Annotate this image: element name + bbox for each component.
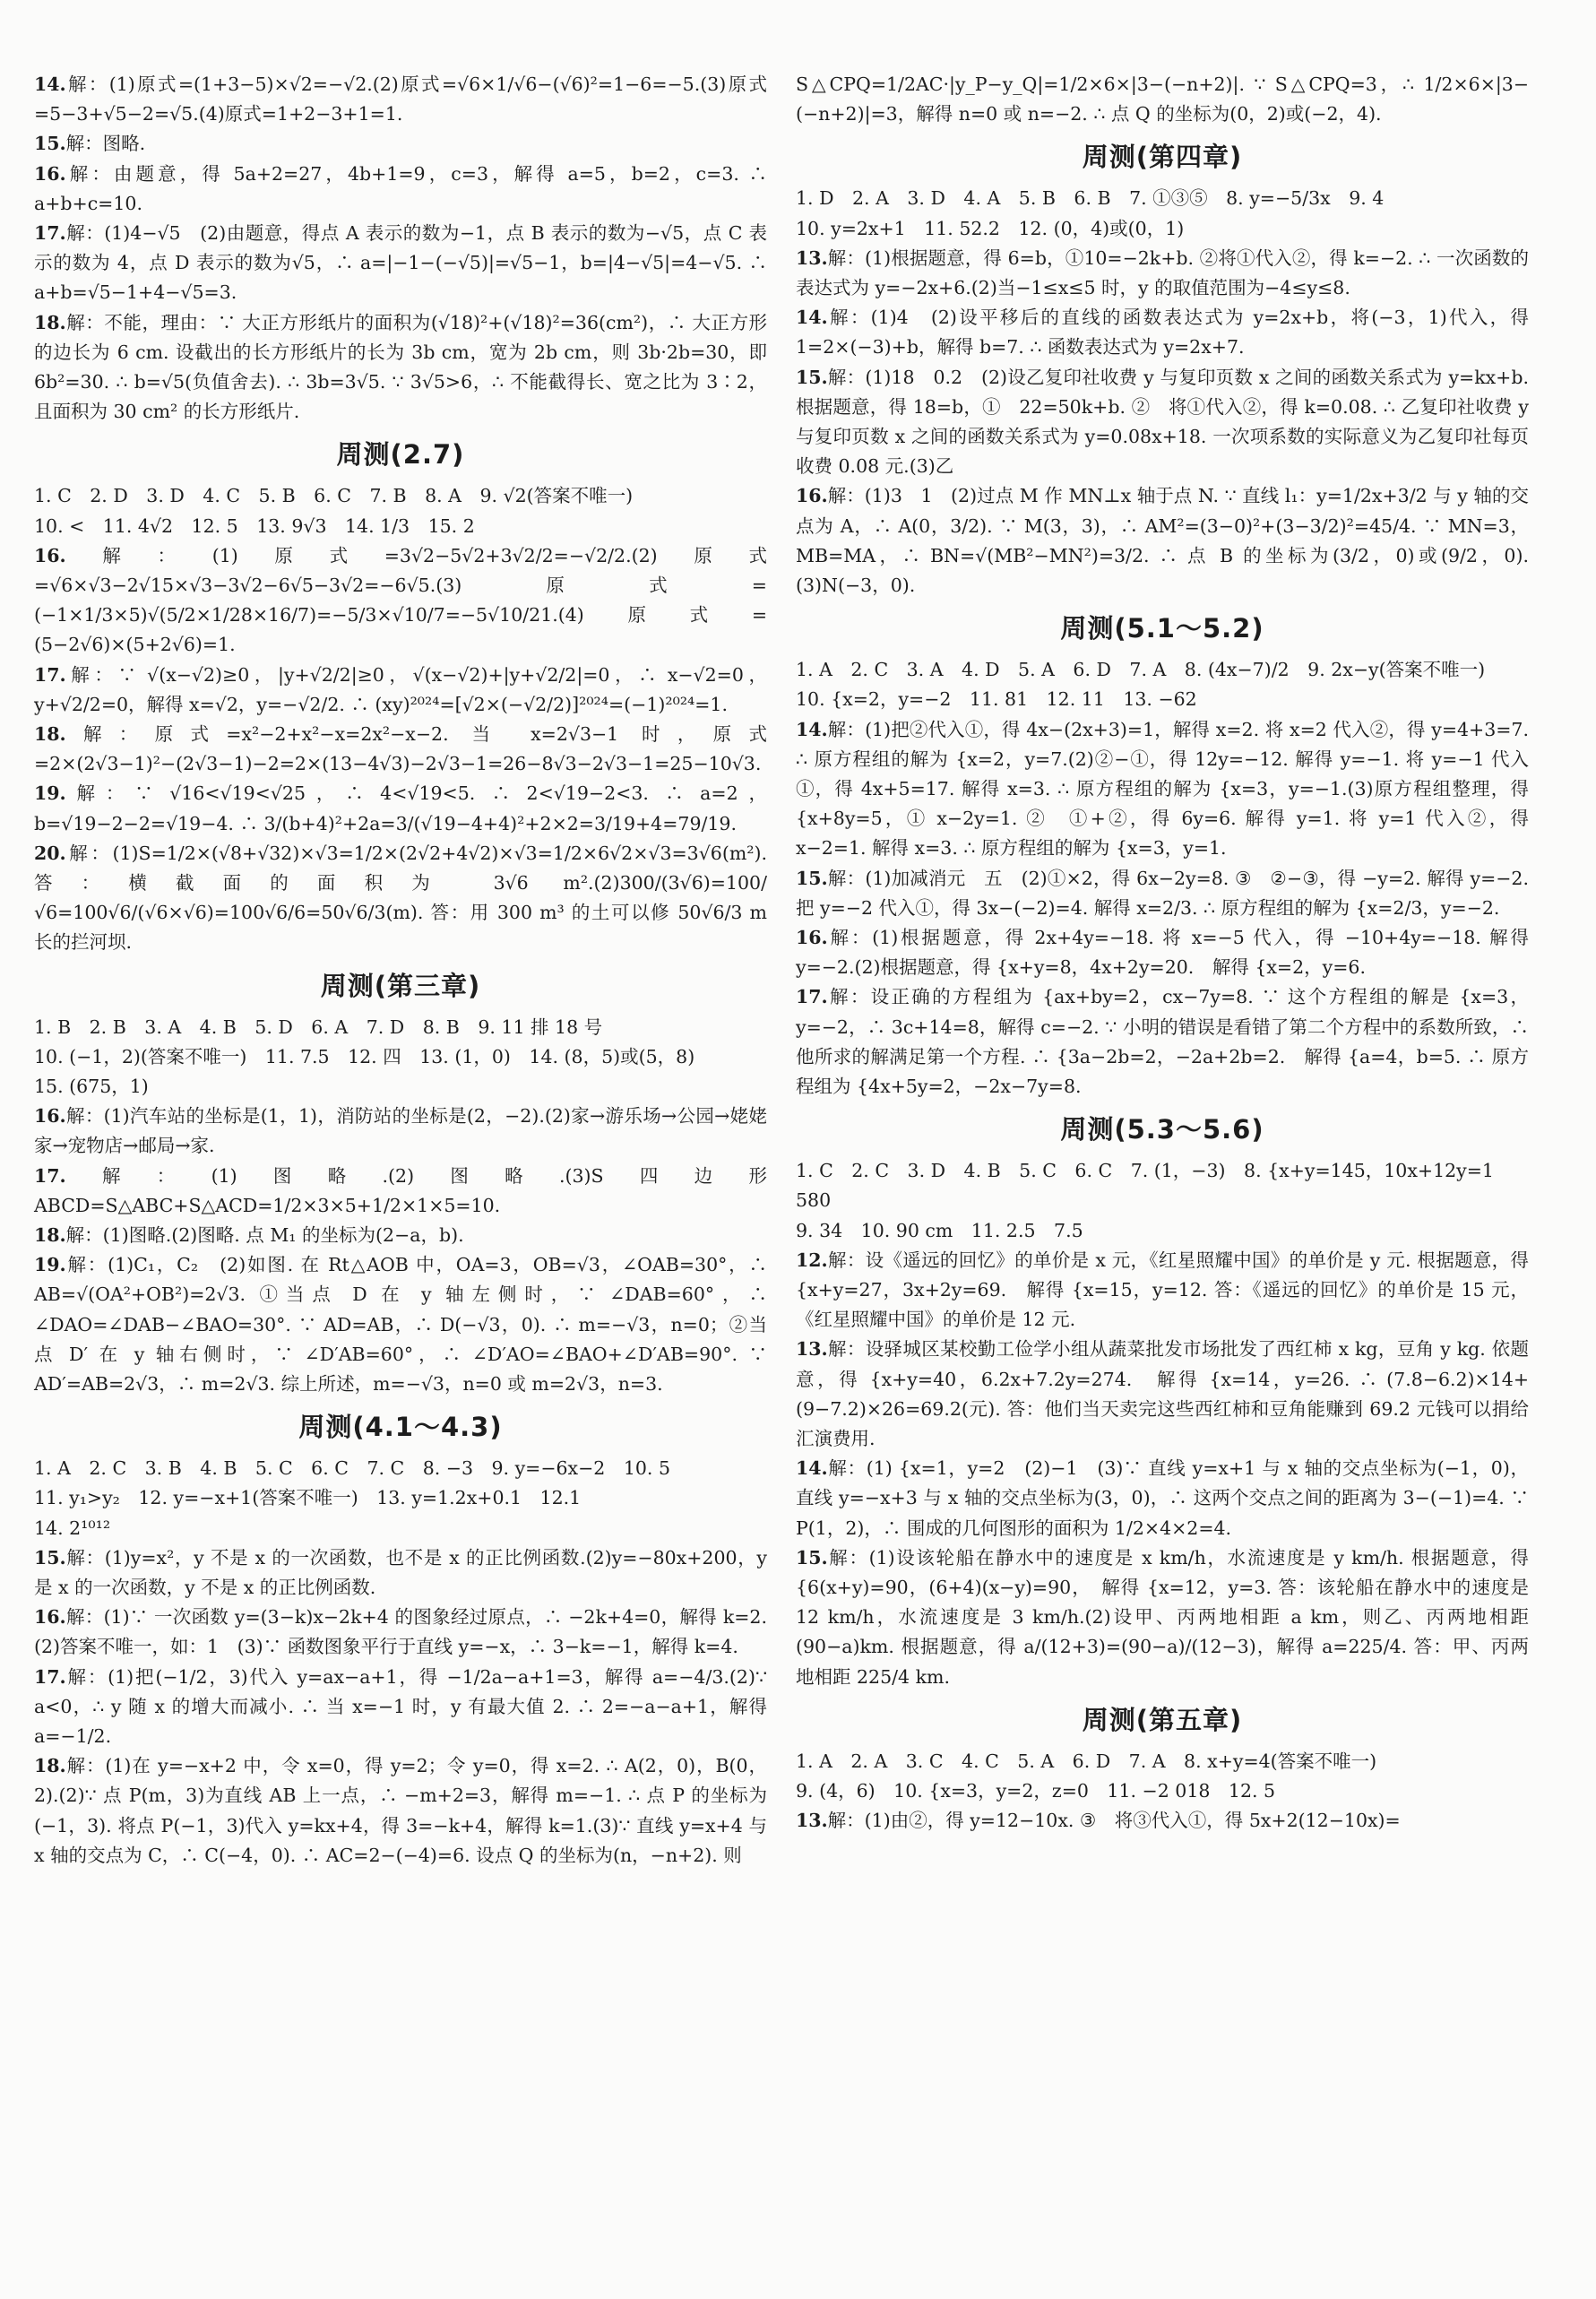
solution-item bbox=[34, 1162, 767, 1221]
solution-item bbox=[34, 779, 767, 838]
item-text: 解：(1)把(−1/2，3)代入 y=ax−a+1，得 −1/2a−a+1=3，解得 a=−4/3.(2)∵ a<0，∴ y 随 x 的增大而减小. ∴ 当 x=−1 时，y 有最大值 2. ∴ 2=−a−a+1，解得 a=−1/2. bbox=[34, 1665, 773, 1748]
item-text: 解：(1) {x=1，y=2 (2)−1 (3)∵ 直线 y=x+1 与 x 轴的交点坐标为(−1，0)，直线 y=−x+3 与 x 轴的交点坐标为(3，0)，∴ 这两个交点之间的距离为 3−(−1)=4. ∵ P(1，2)，∴ 围成的几何图形的面积为 1/2×4×2=4. bbox=[796, 1457, 1535, 1539]
solution-item bbox=[34, 1663, 773, 1752]
solution-item bbox=[796, 303, 1535, 362]
item-number: 12. bbox=[796, 1249, 828, 1271]
item-text: 解：(1)根据题意，得 6=b，①10=−2k+b. ②将①代入②，得 k=−2. ∴ 一次函数的表达式为 y=−2x+6.(2)当−1≤x≤5 时，y 的取值范围为−4≤y≤8. bbox=[796, 246, 1529, 298]
answer-line: 1. B 2. B 3. A 4. B 5. D 6. A 7. D 8. B 9. 11 排 18 号 bbox=[34, 1016, 603, 1038]
solution-item bbox=[34, 160, 773, 219]
solution-item bbox=[34, 1751, 773, 1871]
section-title: 周测(第五章) bbox=[1082, 1704, 1243, 1735]
solution-item bbox=[34, 1250, 773, 1399]
item-number: 16. bbox=[34, 1606, 66, 1629]
solution-item bbox=[796, 1806, 1529, 1836]
item-number: 13. bbox=[796, 1810, 828, 1832]
item-text: 解：图略. bbox=[65, 133, 146, 155]
item-number: 18. bbox=[34, 311, 66, 333]
solution-item bbox=[796, 715, 1535, 864]
item-text: 解：(1)把②代入①，得 4x−(2x+3)=1，解得 x=2. 将 x=2 代入②，得 y=4+3=7. ∴ 原方程组的解为 {x=2，y=7.(2)②−①，得 12y=−12. 解得 y=−1. 将 y=−1 代入①，得 4x+5=17. 解得 x=3. ∴ 原方程组的解为 {x=3，y=−1.(3)原方程组整理，得 {x+8y=5，① x−2y=1. ② ①+②，得 6y=6. 解得 y=1. 将 y=1 代入②，得 x−2=1. 解得 x=3. ∴ 原方程组的解为 {x=3，y=1. bbox=[796, 718, 1535, 860]
item-number: 17. bbox=[34, 1164, 66, 1187]
solution-item bbox=[796, 363, 1535, 482]
solution-item bbox=[796, 982, 1535, 1102]
item-text: 解：不能，理由：∵ 大正方形纸片的面积为(√18)²+(√18)²=36(cm²)，∴ 大正方形的边长为 6 cm. 设截出的长方形纸片的长为 3b cm，宽为 2b cm，则 3b·2b=30，即 6b²=30. ∴ b=√5(负值舍去). ∴ 3b=3√5. ∵ 3√5>6，∴ 不能截得长、宽之比为 3∶2，且面积为 30 cm² 的长方形纸片. bbox=[34, 311, 773, 423]
section-title: 周测(2.7) bbox=[336, 439, 465, 471]
item-number: 17. bbox=[796, 986, 828, 1008]
item-number: 19. bbox=[34, 1254, 66, 1276]
answer-line: 1. A 2. A 3. C 4. C 5. A 6. D 7. A 8. x+y=4(答案不唯一) bbox=[796, 1750, 1377, 1772]
item-text: 解：(1)18 0.2 (2)设乙复印社收费 y 与复印页数 x 之间的函数关系式为 y=kx+b. 根据题意，得 18=b，① 22=50k+b. ② 将①代入②，得 k=0.08. ∴ 乙复印社收费 y 与复印页数 x 之间的函数关系式为 y=0.08x+18. 一次项系数的实际意义为乙复印社每页收费 0.08 元.(3)乙 bbox=[796, 366, 1535, 478]
answer-line: 1. D 2. A 3. D 4. A 5. B 6. B 7. ①③⑤ 8. y=−5/3x 9. 4 bbox=[796, 187, 1385, 210]
item-text: 解：(1)∵ 一次函数 y=(3−k)x−2k+4 的图象经过原点，∴ −2k+4=0，解得 k=2.(2)答案不唯一，如：1 (3)∵ 函数图象平行于直线 y=−x，∴ 3−k=−1，解得 k=4. bbox=[34, 1606, 767, 1658]
solution-item bbox=[796, 1246, 1535, 1335]
left-column bbox=[34, 70, 773, 1871]
solution-item bbox=[34, 129, 767, 159]
item-number: 13. bbox=[796, 246, 828, 269]
item-text: 解：设《遥远的回忆》的单价是 x 元，《红星照耀中国》的单价是 y 元. 根据题意，得 {x+y=27，3x+2y=69. 解得 {x=15，y=12. 答：《遥远的回忆》的单价是 15 元，《红星照耀中国》的单价是 12 元. bbox=[796, 1249, 1535, 1331]
item-text: 解：(1)在 y=−x+2 中，令 x=0，得 y=2；令 y=0，得 x=2. ∴ A(2，0)，B(0，2).(2)∵ 点 P(m，3)为直线 AB 上一点，∴ −m+2=3，解得 m=−1. ∴ 点 P 的坐标为(−1，3). 将点 P(−1，3)代入 y=kx+4，得 3=−k+4，解得 k=1.(3)∵ 直线 y=x+4 与 x 轴的交点为 C，∴ C(−4，0). ∴ AC=2−(−4)=6. 设点 Q 的坐标为(n，−n+2). 则 bbox=[34, 1755, 773, 1866]
item-number: 15. bbox=[796, 867, 828, 889]
item-text: 解：(1)原式=3√2−5√2+3√2/2=−√2/2.(2)原式=√6×√3−2√15×√3−3√2−6√5−3√2=−6√5.(3)原式=(−1×1/3×5)√(5/2×1/28×16/7)=−5/3×√10/7=−5√10/21.(4)原式=(5−2√6)×(5+2√6)=1. bbox=[34, 544, 767, 656]
item-text: 解：∵ √(x−√2)≥0，|y+√2/2|≥0，√(x−√2)+|y+√2/2|=0，∴ x−√2=0，y+√2/2=0，解得 x=√2，y=−√2/2. ∴ (xy)²⁰²⁴=[√2×(−√2/2)]²⁰²⁴=(−1)²⁰²⁴=1. bbox=[34, 663, 767, 715]
item-number: 18. bbox=[34, 723, 66, 746]
solution-item bbox=[796, 864, 1535, 923]
solution-item bbox=[34, 661, 767, 720]
item-number: 14. bbox=[34, 73, 66, 95]
answer-line: 10. (−1，2)(答案不唯一) 11. 7.5 12. 四 13. (1，0) 14. (8，5)或(5，8) bbox=[34, 1045, 695, 1067]
item-text: 解：(1)原式=(1+3−5)×√2=−√2.(2)原式=√6×1/√6−(√6)²=1−6=−5.(3)原式=5−3+√5−2=√5.(4)原式=1+2−3+1=1. bbox=[34, 73, 767, 125]
item-text: 解：∵ √16<√19<√25，∴ 4<√19<5. ∴ 2<√19−2<3. ∴ a=2，b=√19−2−2=√19−4. ∴ 3/(b+4)²+2a=3/(√19−4+4)²+2×2=3/19+4=79/19. bbox=[34, 782, 767, 834]
answer-line: 1. A 2. C 3. A 4. D 5. A 6. D 7. A 8. (4x−7)/2 9. 2x−y(答案不唯一) 10. {x=2，y=−2 11. 81 12. 11 13. −62 bbox=[796, 659, 1504, 711]
solution-item bbox=[796, 70, 1529, 129]
solution-item bbox=[796, 1454, 1535, 1543]
item-number: 18. bbox=[34, 1224, 66, 1247]
item-number: 13. bbox=[796, 1338, 828, 1361]
answer-line: 15. (675，1) bbox=[34, 1076, 149, 1098]
solution-item bbox=[34, 1603, 767, 1662]
item-text: 解：(1)图略.(2)图略.(3)S四边形ABCD=S△ABC+S△ACD=1/2×3×5+1/2×1×5=10. bbox=[34, 1164, 767, 1216]
item-text: 解：(1)图略.(2)图略. 点 M₁ 的坐标为(2−a，b). bbox=[65, 1224, 464, 1247]
item-text: 解：(1)加减消元 五 (2)①×2，得 6x−2y=8. ③ ②−③，得 −y=2. 解得 y=−2. 把 y=−2 代入①，得 3x−(−2)=4. 解得 x=2/3. ∴ 原方程组的解为 {x=2/3，y=−2. bbox=[796, 867, 1535, 919]
answer-line: 9. 34 10. 90 cm 11. 2.5 7.5 bbox=[796, 1219, 1083, 1241]
answer-line: 9. (4，6) 10. {x=3，y=2，z=0 11. −2 018 12. 5 bbox=[796, 1780, 1276, 1802]
solution-item bbox=[34, 1221, 767, 1250]
answer-line: 10. < 11. 4√2 12. 5 13. 9√3 14. 1/3 15. 2 bbox=[34, 514, 475, 537]
solution-item bbox=[34, 308, 773, 428]
item-number: 16. bbox=[34, 1105, 66, 1128]
item-number: 17. bbox=[34, 222, 66, 245]
section-title: 周测(第四章) bbox=[1082, 142, 1243, 173]
item-number: 14. bbox=[796, 1457, 828, 1480]
item-number: 14. bbox=[796, 718, 828, 740]
solution-item bbox=[796, 923, 1535, 982]
item-number: 15. bbox=[34, 133, 66, 155]
item-number: 15. bbox=[34, 1546, 66, 1569]
item-number: 15. bbox=[796, 366, 828, 388]
item-text: S△CPQ=1/2AC·|y_P−y_Q|=1/2×6×|3−(−n+2)|. ∵ S△CPQ=3，∴ 1/2×6×|3−(−n+2)|=3，解得 n=0 或 n=−2. ∴ 点 Q 的坐标为(0，2)或(−2，4). bbox=[796, 73, 1529, 125]
solution-item bbox=[34, 541, 767, 661]
solution-item bbox=[34, 1102, 767, 1161]
answer-line: 14. 2¹⁰¹² bbox=[34, 1517, 111, 1539]
solution-item bbox=[34, 839, 773, 958]
section-title: 周测(第三章) bbox=[320, 970, 481, 1001]
item-text: 解：由题意，得 5a+2=27，4b+1=9，c=3，解得 a=5，b=2，c=3. ∴ a+b+c=10. bbox=[34, 162, 773, 214]
answer-line: 10. y=2x+1 11. 52.2 12. (0，4)或(0，1) bbox=[796, 217, 1185, 239]
item-number: 18. bbox=[34, 1755, 66, 1777]
item-number: 17. bbox=[34, 1665, 66, 1688]
item-text: 解：设驿城区某校勤工俭学小组从蔬菜批发市场批发了西红柿 x kg，豆角 y kg. 依题意，得 {x+y=40，6.2x+7.2y=274. 解得 {x=14，y=26. ∴ (7.8−6.2)×14+(9−7.2)×26=69.2(元). 答：他们当天卖完这些西红柿和豆角能赚到 69.2 元钱可以捐给汇演费用. bbox=[796, 1338, 1529, 1450]
item-text: 解：(1)设该轮船在静水中的速度是 x km/h，水流速度是 y km/h. 根据题意，得 {6(x+y)=90，(6+4)(x−y)=90， 解得 {x=12，y=3. 答：该轮船在静水中的速度是 12 km/h，水流速度是 3 km/h.(2)设甲、丙两地相距 a km，则乙、丙两地相距(90−a)km. 根据题意，得 a/(12+3)=(90−a)/(12−3)，解得 a=225/4. 答：甲、丙两地相距 225/4 km. bbox=[796, 1546, 1535, 1688]
section-title: 周测(5.3～5.6) bbox=[1060, 1114, 1264, 1145]
section-title: 周测(5.1～5.2) bbox=[1060, 613, 1264, 644]
right-column bbox=[796, 70, 1535, 1836]
item-text: 解：(1)4 (2)设平移后的直线的函数表达式为 y=2x+b，将(−3，1)代入，得 1=2×(−3)+b，解得 b=7. ∴ 函数表达式为 y=2x+7. bbox=[796, 307, 1535, 359]
answer-line: 1. A 2. C 3. B 4. B 5. C 6. C 7. C 8. −3 9. y=−6x−2 10. 5 bbox=[34, 1457, 670, 1480]
answer-line: 11. y₁>y₂ 12. y=−x+1(答案不唯一) 13. y=1.2x+0.1 12.1 bbox=[34, 1487, 582, 1509]
section-title: 周测(4.1～4.3) bbox=[298, 1412, 503, 1443]
item-text: 解：(1)由②，得 y=12−10x. ③ 将③代入①，得 5x+2(12−10x)= bbox=[827, 1810, 1401, 1832]
solution-item bbox=[34, 1543, 773, 1603]
item-number: 17. bbox=[34, 663, 66, 686]
item-text: 解：原式=x²−2+x²−x=2x²−x−2. 当 x=2√3−1 时，原式=2×(2√3−1)²−(2√3−1)−2=2×(13−4√3)−2√3−1=26−8√3−2√3−1=25−10√3. bbox=[34, 723, 767, 775]
item-text: 解：(1)根据题意，得 2x+4y=−18. 将 x=−5 代入，得 −10+4y=−18. 解得 y=−2.(2)根据题意，得 {x+y=8，4x+2y=20. 解得 {x=2，y=6. bbox=[796, 927, 1535, 979]
item-number: 16. bbox=[796, 927, 828, 949]
item-number: 16. bbox=[34, 162, 66, 185]
item-number: 16. bbox=[796, 485, 828, 507]
answer-line: 1. C 2. C 3. D 4. B 5. C 6. C 7. (1，−3) 8. {x+y=145，10x+12y=1 580 bbox=[796, 1160, 1500, 1212]
item-number: 14. bbox=[796, 307, 828, 329]
item-text: 解：(1)汽车站的坐标是(1，1)，消防站的坐标是(2，−2).(2)家→游乐场→公园→姥姥家→宠物店→邮局→家. bbox=[34, 1105, 767, 1157]
item-number: 16. bbox=[34, 544, 66, 566]
solution-item bbox=[796, 1543, 1535, 1692]
solution-item bbox=[34, 720, 767, 779]
solution-item bbox=[34, 219, 773, 308]
item-text: 解：(1)C₁，C₂ (2)如图. 在 Rt△AOB 中，OA=3，OB=√3，∠OAB=30°，∴ AB=√(OA²+OB²)=2√3. ①当点 D 在 y 轴左侧时，∵ ∠DAB=60°，∴ ∠DAO=∠DAB−∠BAO=30°. ∵ AD=AB，∴ D(−√3，0). ∴ m=−√3，n=0；②当点 D′ 在 y 轴右侧时，∵ ∠D′AB=60°，∴ ∠D′AO=∠BAO+∠D′AB=90°. ∵ AD′=AB=2√3，∴ m=2√3. 综上所述，m=−√3，n=0 或 m=2√3，n=3. bbox=[34, 1254, 773, 1396]
item-number: 15. bbox=[796, 1546, 828, 1569]
item-text: 解：(1)4−√5 (2)由题意，得点 A 表示的数为−1，点 B 表示的数为−√5，点 C 表示的数为 4，点 D 表示的数为√5，∴ a=|−1−(−√5)|=√5−1，b=|4−√5|=4−√5. ∴ a+b=√5−1+4−√5=3. bbox=[34, 222, 773, 304]
solution-item bbox=[34, 70, 767, 129]
item-text: 解：(1)S=1/2×(√8+√32)×√3=1/2×(2√2+4√2)×√3=1/2×6√2×√3=3√6(m²). 答：横截面的面积为 3√6 m².(2)300/(3√6)=100/√6=100√6/(√6×√6)=100√6/6=50√6/3(m). 答：用 300 m³ 的土可以修 50√6/3 m 长的拦河坝. bbox=[34, 842, 773, 954]
item-text: 解：(1)y=x²，y 不是 x 的一次函数，也不是 x 的正比例函数.(2)y=−80x+200，y 是 x 的一次函数，y 不是 x 的正比例函数. bbox=[34, 1546, 773, 1599]
item-text: 解：设正确的方程组为 {ax+by=2，cx−7y=8. ∵ 这个方程组的解是 {x=3，y=−2，∴ 3c+14=8，解得 c=−2. ∵ 小明的错误是看错了第二个方程中的系数所致，∴ 他所求的解满足第一个方程. ∴ {3a−2b=2，−2a+2b=2. 解得 {a=4，b=5. ∴ 原方程组为 {4x+5y=2，−2x−7y=8. bbox=[796, 986, 1535, 1098]
item-number: 19. bbox=[34, 782, 66, 805]
solution-item bbox=[796, 244, 1529, 303]
item-text: 解：(1)3 1 (2)过点 M 作 MN⊥x 轴于点 N. ∵ 直线 l₁：y=1/2x+3/2 与 y 轴的交点为 A，∴ A(0，3/2). ∵ M(3，3)，∴ AM²=(3−0)²+(3−3/2)²=45/4. ∵ MN=3，MB=MA，∴ BN=√(MB²−MN²)=3/2. ∴ 点 B 的坐标为(3/2，0)或(9/2，0).(3)N(−3，0). bbox=[796, 485, 1529, 597]
solution-item bbox=[796, 1335, 1529, 1454]
item-number: 20. bbox=[34, 842, 66, 864]
answer-line: 1. C 2. D 3. D 4. C 5. B 6. C 7. B 8. A 9. √2(答案不唯一) bbox=[34, 485, 634, 507]
solution-item bbox=[796, 481, 1529, 601]
